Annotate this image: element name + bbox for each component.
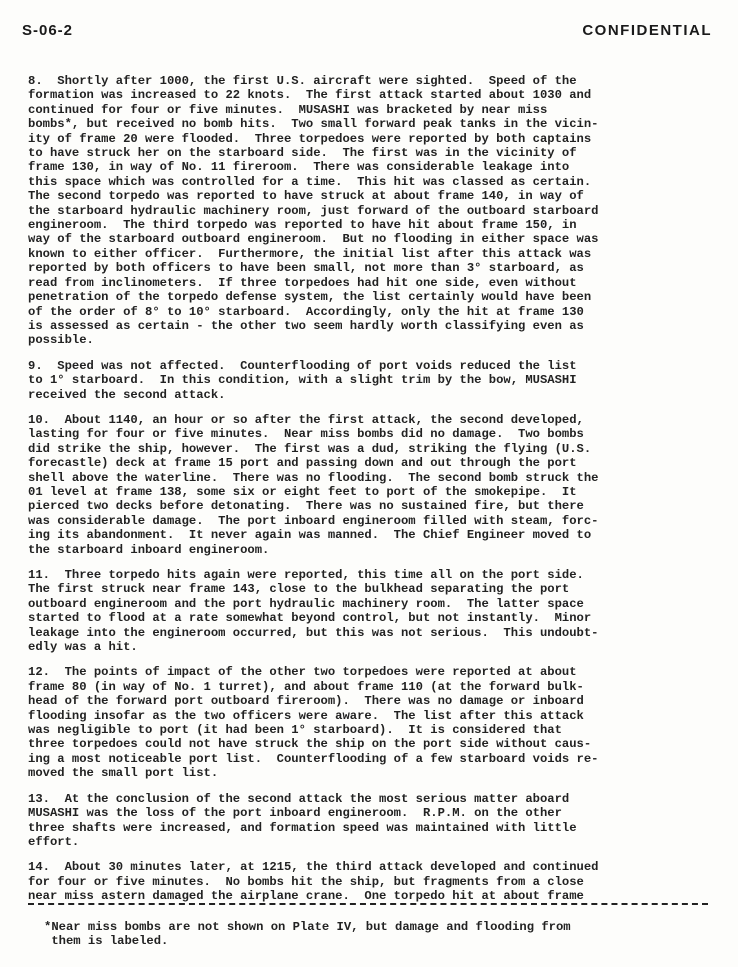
document-body	[28, 74, 718, 915]
paragraph-13: 13. At the conclusion of the second attack the most serious matter aboard MUSASHI was the loss of the port inboard engineroom. R.P.M. on the other three shafts were increased, and formation speed was maintained with little effort.	[28, 791, 577, 849]
classification-marking: CONFIDENTIAL	[582, 22, 712, 39]
paragraph-11: 11. Three torpedo hits again were reported, this time all on the port side. The first struck near frame 143, close to the bulkhead separating the port outboard engineroom and the port hydraulic machinery room. The latter space started to flood at a rate somewhat beyond control, but not instantly. Minor leakage into the engineroom occurred, but this was not serious. This undoubt- edly was a hit.	[28, 568, 599, 655]
footnote: *Near miss bombs are not shown on Plate IV, but damage and flooding from them is labeled.	[44, 920, 571, 949]
page-id: S-06-2	[22, 22, 74, 39]
footnote-divider	[28, 903, 708, 905]
paragraph-8: 8. Shortly after 1000, the first U.S. aircraft were sighted. Speed of the formation was increased to 22 knots. The first attack started about 1030 and continued for four or five minutes. MUSASHI was bracketed by near miss bombs*, but received no bomb hits. Two small forward peak tanks in the vicin- ity of frame 20 were flooded. Three torpedoes were reported by both captains to have struck her on the starboard side. The first was in the vicinity of frame 130, in way of No. 11 fireroom. There was considerable leakage into this space which was controlled for a time. This hit was classed as certain. The second torpedo was reported to have struck at about frame 140, in way of the starboard hydraulic machinery room, just forward of the outboard starboard engineroom. The third torpedo was reported to have hit about frame 150, in way of the starboard outboard engineroom. But no flooding in either space was known to either officer. Furthermore, the initial list after this attack was reported by both officers to have been small, not more than 3° starboard, as read from inclinometers. If three torpedoes had hit one side, even without penetration of the torpedo defense system, the list certainly would have been of the order of 8° to 10° starboard. Accordingly, only the hit at frame 130 is assessed as certain - the other two seem hardly worth classifying even as possible.	[28, 74, 599, 348]
paragraph-10: 10. About 1140, an hour or so after the first attack, the second developed, lasting for four or five minutes. Near miss bombs did no damage. Two bombs did strike the ship, however. The first was a dud, striking the flying (U.S. forecastle) deck at frame 15 port and passing down and out through the port shell above the waterline. There was no flooding. The second bomb struck the 01 level at frame 138, some six or eight feet to port of the smokepipe. It pierced two decks before detonating. There was no sustained fire, but there was considerable damage. The port inboard engineroom filled with steam, forc- ing its abandonment. It never again was manned. The Chief Engineer moved to the starboard inboard engineroom.	[28, 412, 599, 557]
paragraph-12: 12. The points of impact of the other two torpedoes were reported at about frame 80 (in way of No. 1 turret), and about frame 110 (at the forward bulk- head of the forward port outboard fireroom). There was no damage or inboard flooding insofar as the two officers were aware. The list after this attack was negligible to port (it had been 1° starboard). It is considered that three torpedoes could not have struck the ship on the port side without caus- ing a most noticeable port list. Counterflooding of a few starboard voids re- moved the small port list.	[28, 665, 599, 781]
paragraph-14: 14. About 30 minutes later, at 1215, the third attack developed and continued for four or five minutes. No bombs hit the ship, but fragments from a close near miss astern damaged the airplane crane. One torpedo hit at about frame	[28, 860, 599, 904]
paragraph-9: 9. Speed was not affected. Counterflooding of port voids reduced the list to 1° starboard. In this condition, with a slight trim by the bow, MUSASHI received the second attack.	[28, 358, 577, 402]
